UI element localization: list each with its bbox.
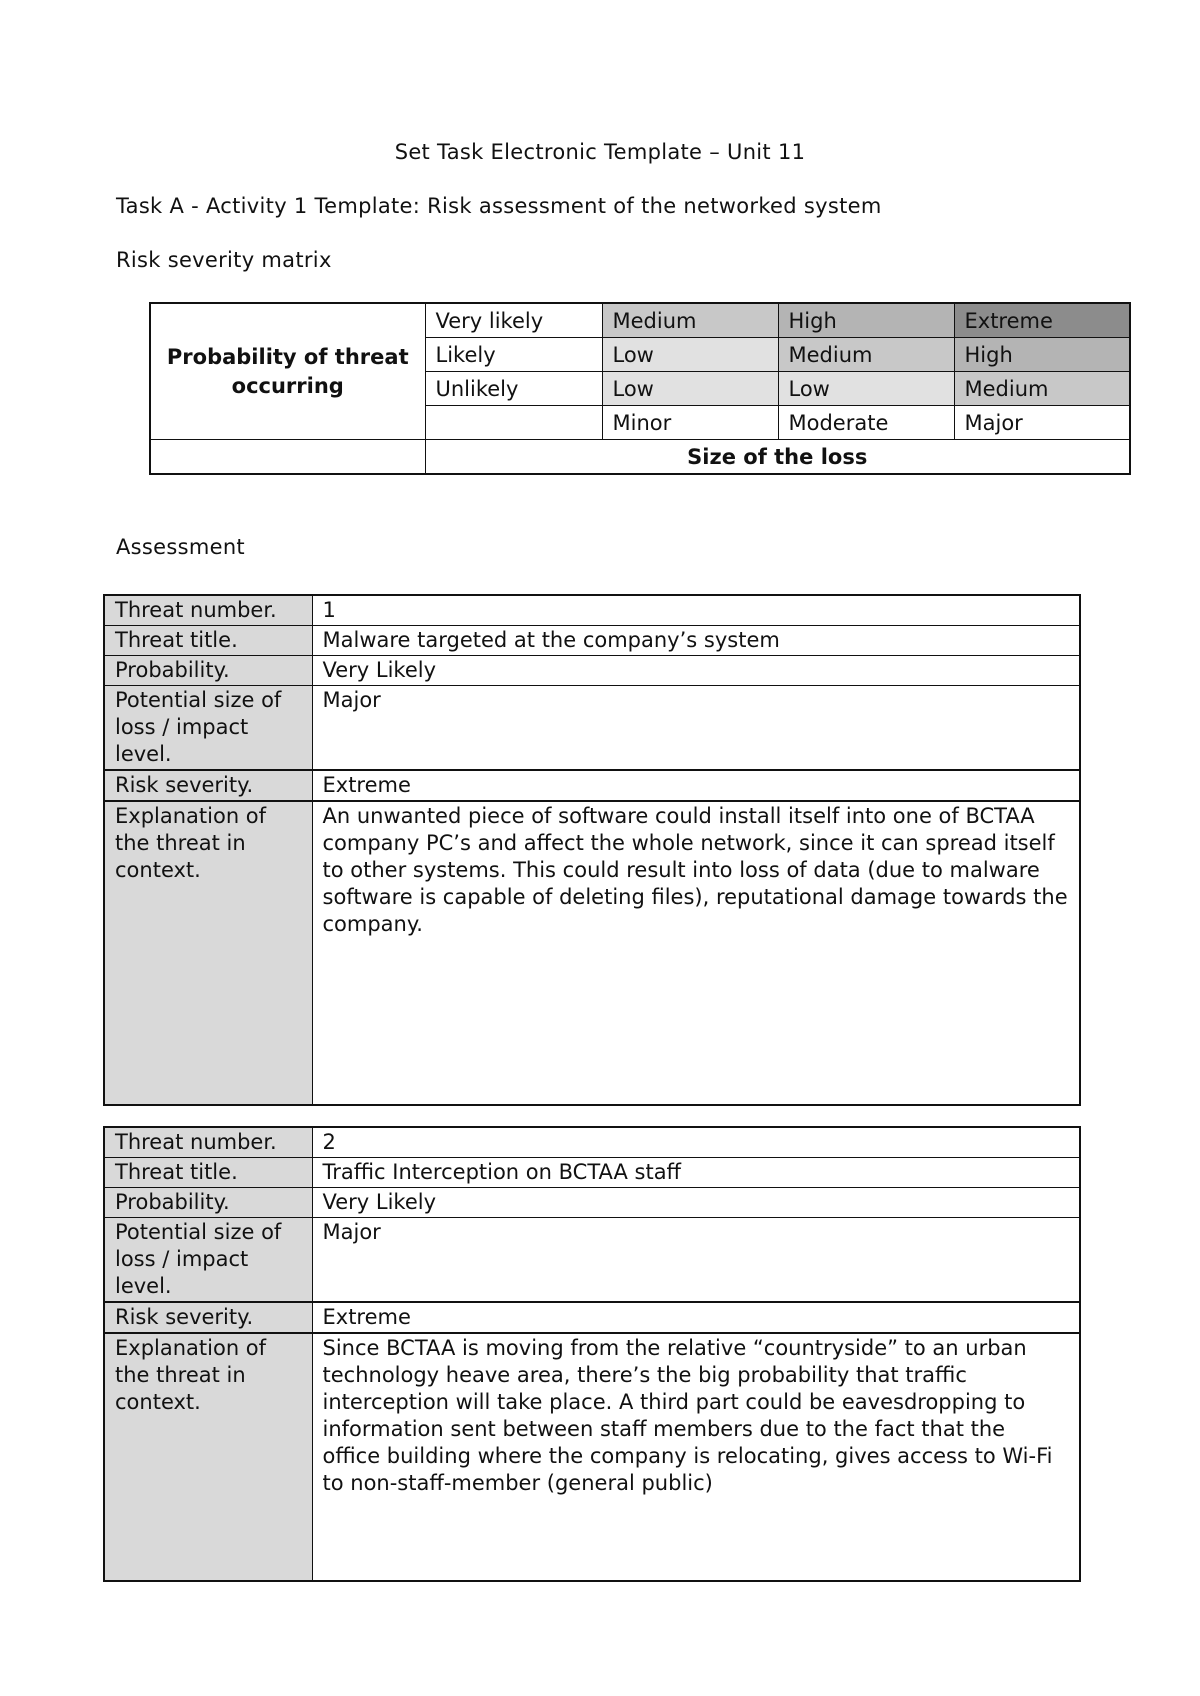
loss-size-axis-label: Size of the loss	[425, 440, 1130, 475]
probability-value: Very Likely	[312, 1188, 1080, 1218]
threat-title-label: Threat title.	[104, 1158, 312, 1188]
threat-table-2	[103, 1126, 1081, 1582]
impact-label: Potential size of loss / impact level.	[104, 1218, 312, 1303]
explanation-label: Explanation of the threat in context.	[104, 1333, 312, 1581]
threat-number-label: Threat number.	[104, 595, 312, 626]
risk-severity-value: Extreme	[312, 770, 1080, 801]
matrix-empty-cell	[150, 440, 425, 475]
matrix-cell-high: High	[954, 338, 1130, 372]
probability-axis-label: Probability of threat occurring	[150, 303, 425, 440]
assessment-heading: Assessment	[116, 535, 245, 559]
probability-label: Probability.	[104, 656, 312, 686]
loss-size-major: Major	[954, 406, 1130, 440]
impact-value: Major	[312, 686, 1080, 771]
matrix-empty-cell	[425, 406, 602, 440]
matrix-cell-low: Low	[778, 372, 954, 406]
risk-severity-matrix	[149, 302, 1131, 475]
threat-number-value: 2	[312, 1127, 1080, 1158]
risk-severity-label: Risk severity.	[104, 770, 312, 801]
impact-label: Potential size of loss / impact level.	[104, 686, 312, 771]
page-title: Set Task Electronic Template – Unit 11	[394, 140, 806, 164]
risk-severity-label: Risk severity.	[104, 1302, 312, 1333]
threat-title-label: Threat title.	[104, 626, 312, 656]
threat-number-value: 1	[312, 595, 1080, 626]
matrix-cell-medium: Medium	[602, 303, 778, 338]
matrix-cell-extreme: Extreme	[954, 303, 1130, 338]
risk-matrix-heading: Risk severity matrix	[116, 248, 332, 272]
impact-value: Major	[312, 1218, 1080, 1303]
probability-value: Very Likely	[312, 656, 1080, 686]
matrix-cell-medium: Medium	[778, 338, 954, 372]
matrix-cell-medium: Medium	[954, 372, 1130, 406]
loss-size-moderate: Moderate	[778, 406, 954, 440]
threat-number-label: Threat number.	[104, 1127, 312, 1158]
threat-table-1	[103, 594, 1081, 1106]
probability-very-likely: Very likely	[425, 303, 602, 338]
probability-unlikely: Unlikely	[425, 372, 602, 406]
probability-likely: Likely	[425, 338, 602, 372]
matrix-cell-low: Low	[602, 372, 778, 406]
explanation-value: An unwanted piece of software could install itself into one of BCTAA company PC’s and affect the whole network, since it can spread itself to other systems. This could result into loss of data (due to malware software is capable of deleting files), reputational damage towards the company.	[312, 801, 1080, 1105]
probability-label: Probability.	[104, 1188, 312, 1218]
loss-size-minor: Minor	[602, 406, 778, 440]
matrix-cell-low: Low	[602, 338, 778, 372]
risk-severity-value: Extreme	[312, 1302, 1080, 1333]
task-heading: Task A - Activity 1 Template: Risk assessment of the networked system	[116, 194, 882, 218]
explanation-label: Explanation of the threat in context.	[104, 801, 312, 1105]
threat-title-value: Traffic Interception on BCTAA staff	[312, 1158, 1080, 1188]
threat-title-value: Malware targeted at the company’s system	[312, 626, 1080, 656]
explanation-value: Since BCTAA is moving from the relative “countryside” to an urban technology heave area, there’s the big probability that traffic interception will take place. A third part could be eavesdropping to information sent between staff members due to the fact that the office building where the company is relocating, gives access to Wi-Fi to non-staff-member (general public)	[312, 1333, 1080, 1581]
matrix-cell-high: High	[778, 303, 954, 338]
